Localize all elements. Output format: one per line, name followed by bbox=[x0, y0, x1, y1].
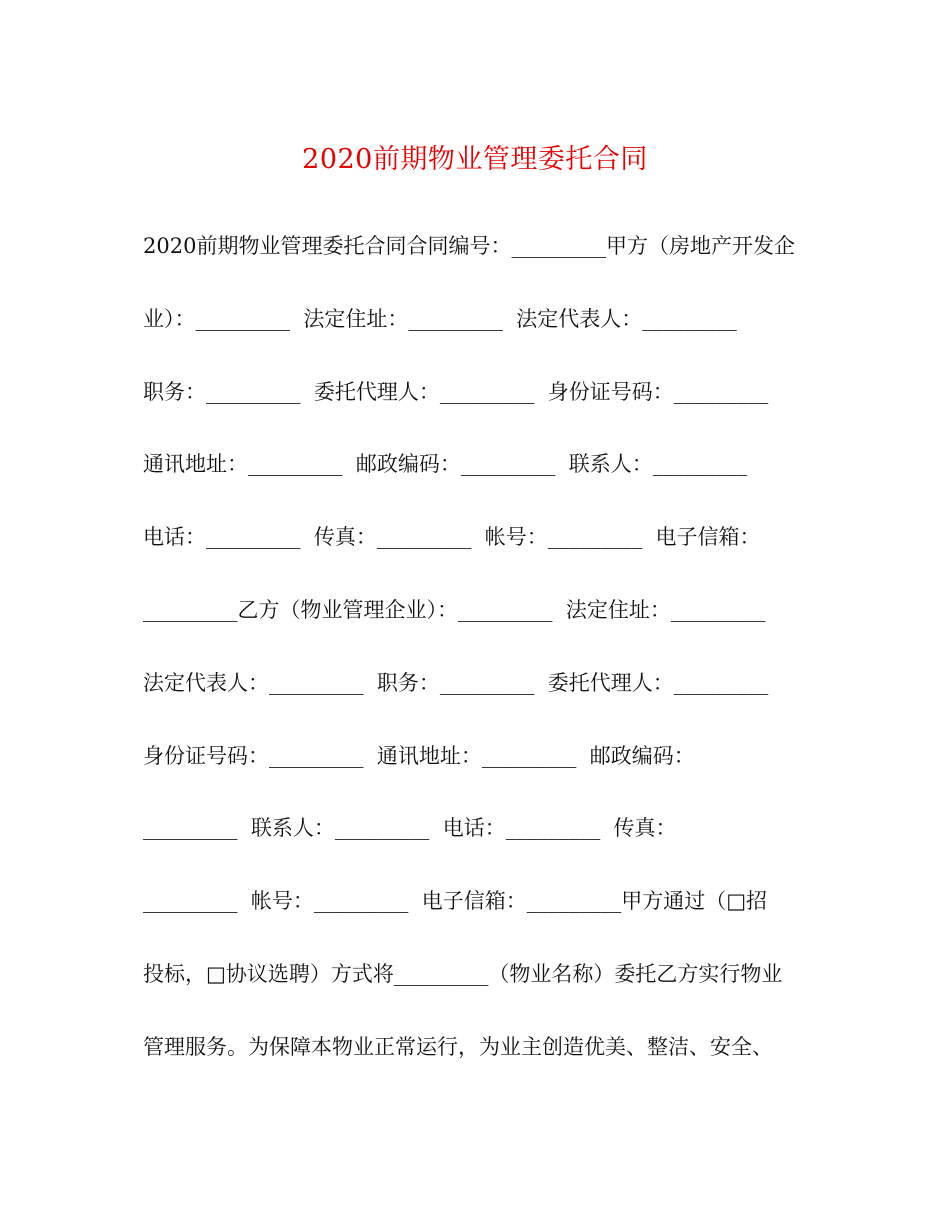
body-line: 法定代表人：_________ 职务：_________ 委托代理人：_________ bbox=[143, 670, 769, 695]
body-line: 身份证号码：_________ 通讯地址：_________ 邮政编码： bbox=[143, 743, 695, 768]
body-line: 业）：_________ 法定住址：_________ 法定代表人：_________ bbox=[143, 306, 737, 331]
body-line: 2020前期物业管理委托合同合同编号：_________甲方（房地产开发企 bbox=[143, 234, 795, 258]
body-line: 管理服务。为保障本物业正常运行，为业主创造优美、整洁、安全、 bbox=[143, 1034, 773, 1059]
body-line: 电话：_________ 传真：_________ 帐号：_________ 电子信箱： bbox=[143, 525, 761, 550]
document-body bbox=[143, 226, 823, 1100]
body-line: _________乙方（物业管理企业）：_________ 法定住址：_________ bbox=[143, 597, 766, 622]
document-title: 2020前期物业管理委托合同 bbox=[302, 144, 648, 175]
body-line: _________ 联系人：_________ 电话：_________ 传真： bbox=[143, 816, 677, 841]
body-line: _________ 帐号：_________ 电子信箱：_________甲方通过（□招 bbox=[143, 889, 768, 914]
body-line: 职务：_________ 委托代理人：_________ 身份证号码：_________ bbox=[143, 379, 769, 404]
body-line: 投标，□协议选聘）方式将_________（物业名称）委托乙方实行物业 bbox=[143, 961, 783, 986]
body-line: 通讯地址：_________ 邮政编码：_________ 联系人：_________ bbox=[143, 452, 748, 477]
